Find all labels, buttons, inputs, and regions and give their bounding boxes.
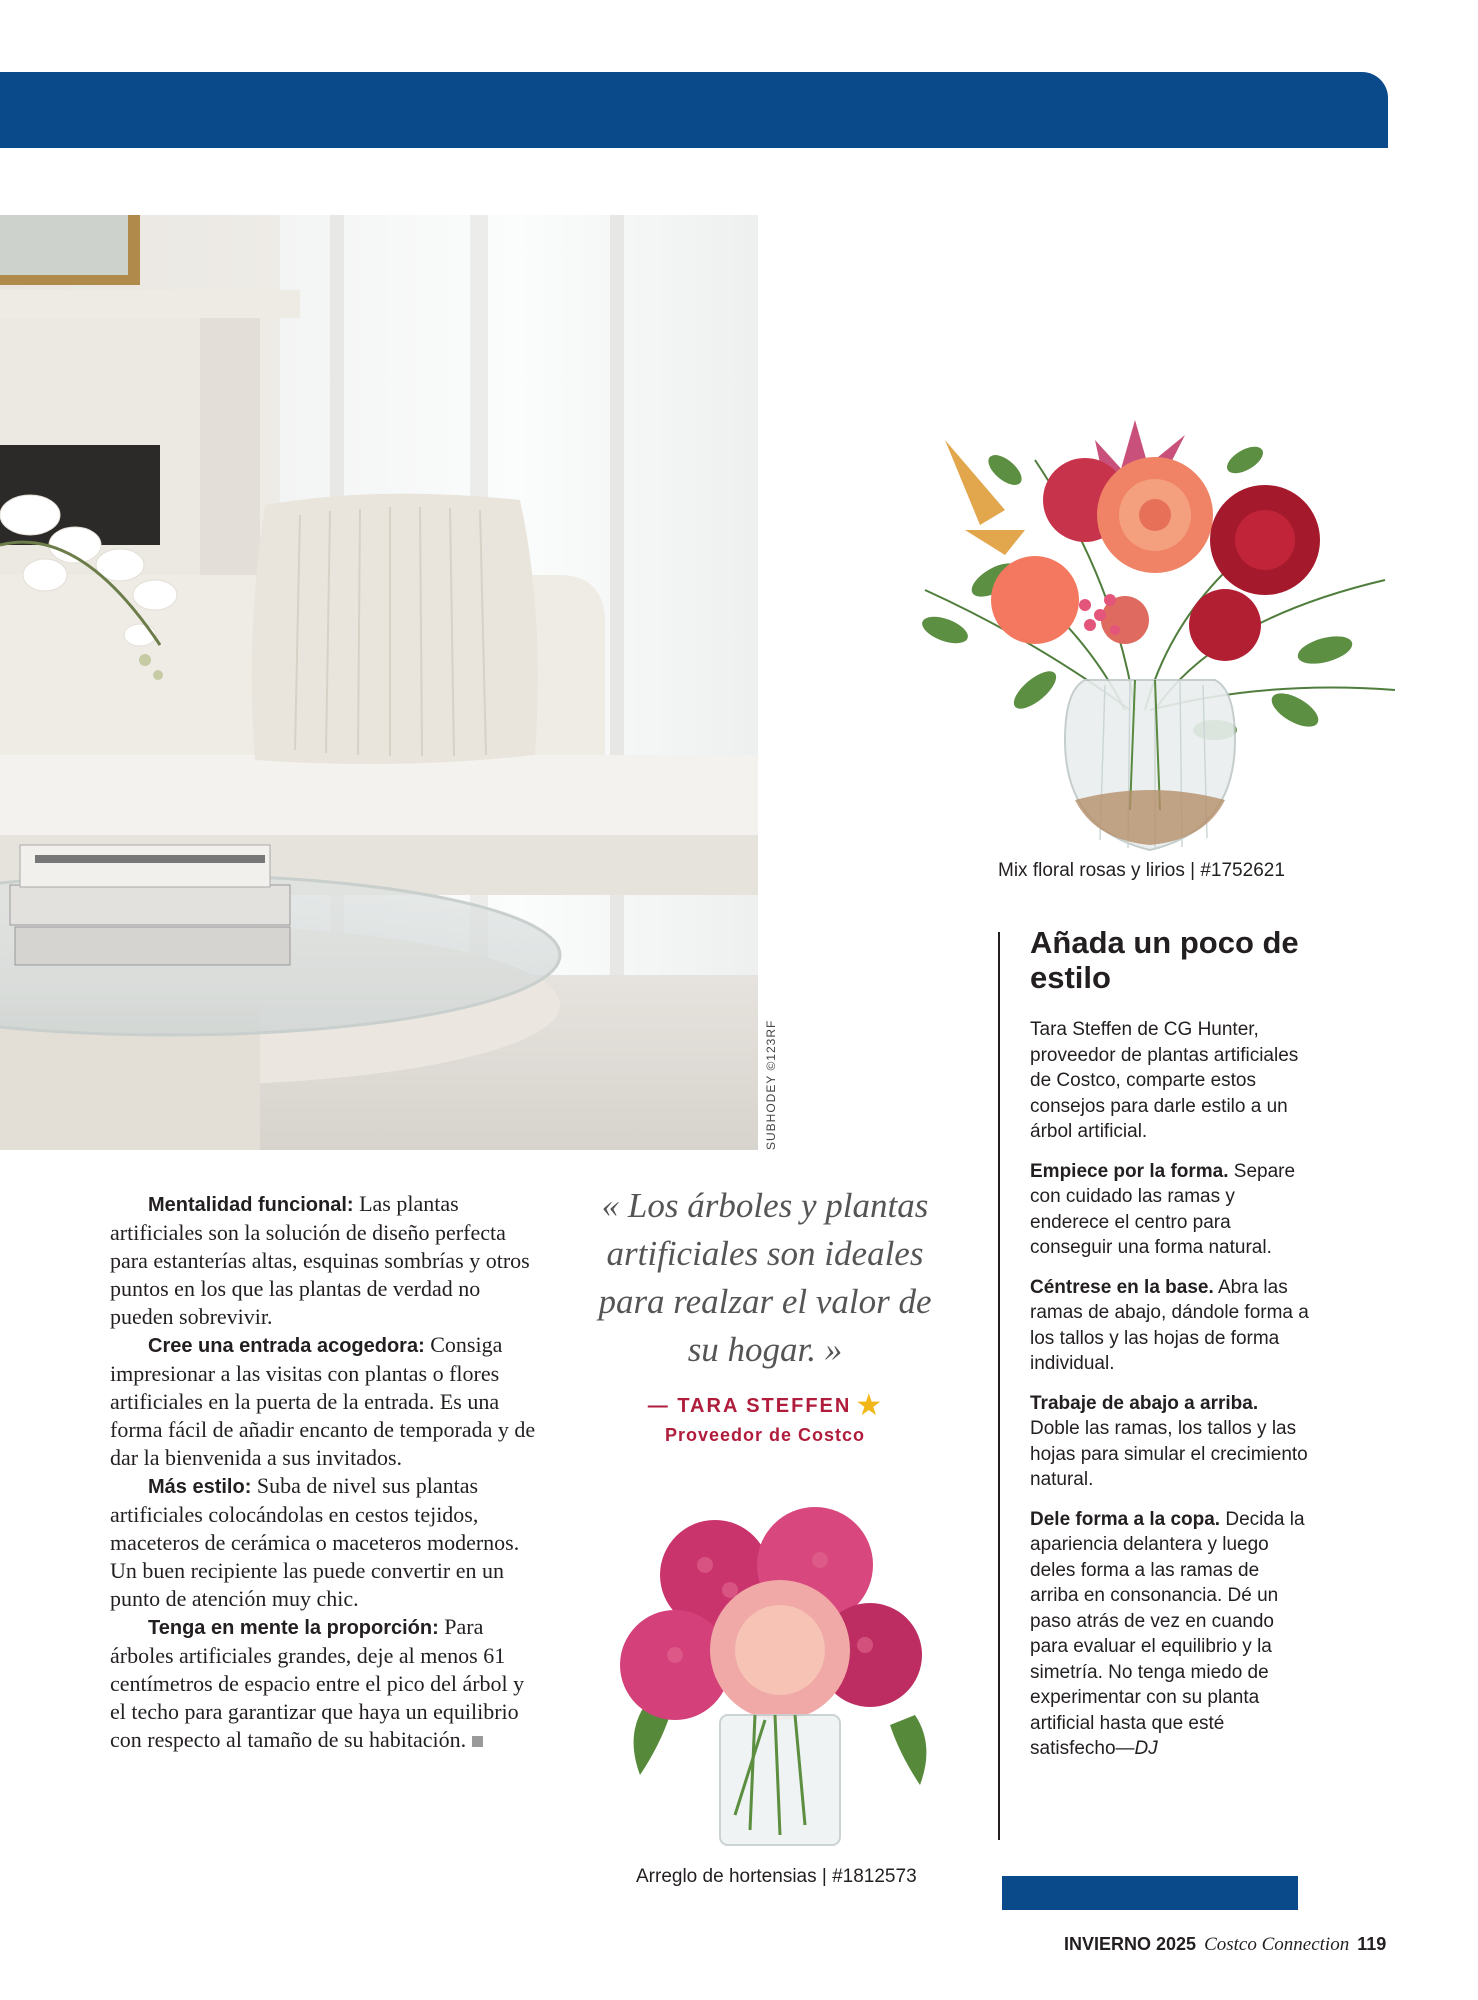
article-body	[110, 1190, 540, 1754]
footer-season: INVIERNO 2025	[1064, 1934, 1197, 1954]
tip-base: Céntrese en la base. Abra las ramas de abajo, dándole forma a los tallos y las hojas de forma individual.	[1030, 1276, 1309, 1374]
paragraph-style: Más estilo: Suba de nivel sus plantas artificiales colocándolas en cestos tejidos, maceteros de cerámica o maceteros modernos. Un buen recipiente las puede convertir en un punto de atención muy chic.	[110, 1473, 520, 1611]
hydrangea-image	[615, 1505, 940, 1850]
pull-quote: « Los árboles y plantas artificiales son ideales para realzar el valor de su hogar. »	[598, 1186, 932, 1369]
hydrangea-caption: Arreglo de hortensias | #1812573	[636, 1866, 917, 1887]
sidebar-rule	[998, 932, 1000, 1840]
floral-mix-image	[885, 380, 1415, 860]
tip-bottom-up: Trabaje de abajo a arriba. Doble las ramas, los tallos y las hojas para simular el crecimiento natural.	[1030, 1392, 1308, 1490]
page-footer	[1064, 1934, 1386, 1956]
living-room-photo	[0, 215, 758, 1150]
tip-shape: Empiece por la forma. Separe con cuidado las ramas y enderece el centro para conseguir una forma natural.	[1030, 1160, 1296, 1258]
paragraph-functional: Mentalidad funcional: Las plantas artificiales son la solución de diseño perfecta para estanterías altas, esquinas sombrías y otros puntos en los que las plantas de verdad no pueden sobrevivir.	[110, 1191, 530, 1329]
photo-credit: SUBHODEY ©123RF	[764, 1019, 778, 1150]
tip-top: Dele forma a la copa. Decida la apariencia delantera y luego deles forma a las ramas de arriba en consonancia. Dé un paso atrás de vez en cuando para evaluar el equilibrio y la simetría. No tenga miedo de experimentar con su planta artificial hasta que esté satisfecho—DJ	[1030, 1508, 1305, 1759]
end-mark-icon	[472, 1736, 483, 1747]
footer-magazine: Costco Connection	[1204, 1934, 1350, 1955]
header-bar	[0, 72, 1388, 148]
author-initials: DJ	[1134, 1738, 1158, 1759]
quote-author: — TARA STEFFEN	[647, 1395, 852, 1417]
quote-attribution	[580, 1388, 950, 1446]
tips-sidebar	[1030, 925, 1310, 1776]
paragraph-proportion: Tenga en mente la proporción: Para árboles artificiales grandes, deje al menos 61 centímetros de espacio entre el pico del árbol y el techo para garantizar que haya un equilibrio con respecto al tamaño de su habitación.	[110, 1614, 525, 1752]
page-number: 119	[1357, 1934, 1387, 1954]
paragraph-entrance: Cree una entrada acogedora: Consiga impresionar a las visitas con plantas o flores artificiales en la puerta de la entrada. Es una forma fácil de añadir encanto de temporada y de dar la bienvenida a sus invitados.	[110, 1332, 536, 1470]
floral-mix-caption: Mix floral rosas y lirios | #1752621	[998, 860, 1285, 881]
sidebar-intro: Tara Steffen de CG Hunter, proveedor de plantas artificiales de Costco, comparte estos consejos para darle estilo a un árbol artificial.	[1030, 1019, 1299, 1142]
quote-role: Proveedor de Costco	[664, 1425, 866, 1445]
sidebar-bottom-bar	[1002, 1876, 1298, 1910]
sidebar-title: Añada un poco de estilo	[1030, 925, 1299, 995]
star-icon: ★	[855, 1389, 883, 1422]
